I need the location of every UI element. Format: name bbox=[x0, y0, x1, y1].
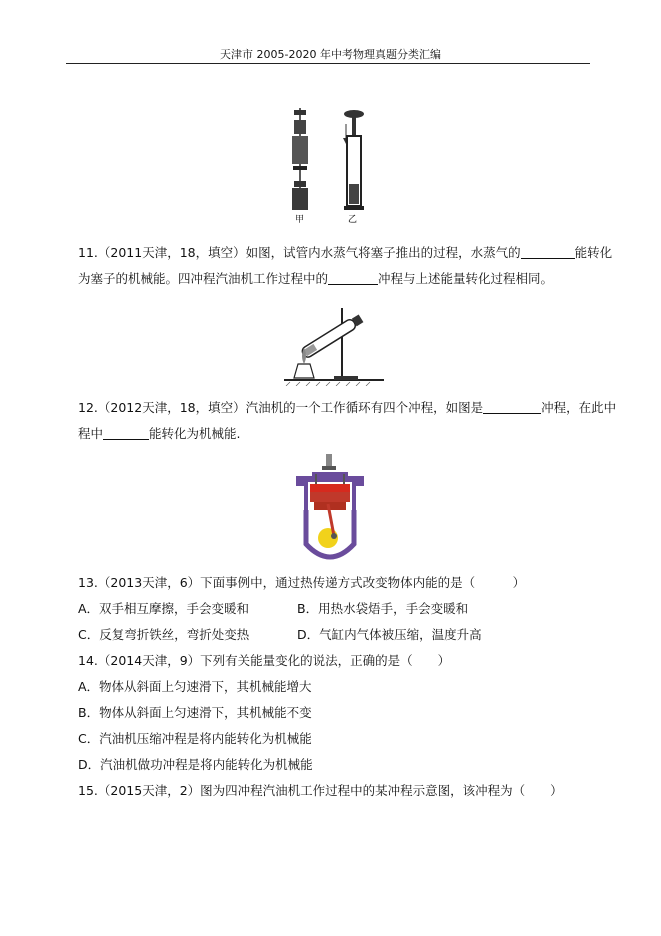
figure-engine-cylinder bbox=[292, 452, 368, 568]
q11-blank-1 bbox=[521, 246, 575, 259]
q13-option-a: A．双手相互摩擦，手会变暖和 bbox=[78, 601, 250, 616]
q13-option-c: C．反复弯折铁丝，弯折处变热 bbox=[78, 627, 250, 642]
q13-option-d: D．气缸内气体被压缩，温度升高 bbox=[297, 627, 482, 642]
q12-text-c: 程中 bbox=[78, 426, 104, 441]
figure-jia-apparatus bbox=[292, 108, 308, 210]
figure-label-jia: 甲 bbox=[295, 215, 305, 225]
q11-line-1 bbox=[78, 245, 612, 261]
q11-text-b: 能转化 bbox=[574, 245, 613, 260]
q12-text-a: 12.（2012天津，18，填空）汽油机的一个工作循环有四个冲程，如图是 bbox=[78, 400, 484, 415]
q11-text-d: 冲程与上述能量转化过程相同。 bbox=[378, 271, 554, 286]
q11-text-a: 11.（2011天津，18，填空）如图，试管内水蒸气将塞子推出的过程，水蒸气的 bbox=[78, 245, 521, 260]
q15-stem: 15.（2015天津，2）图为四冲程汽油机工作过程中的某冲程示意图，该冲程为（ ） bbox=[78, 783, 563, 798]
q11-blank-2 bbox=[328, 272, 378, 285]
q13-option-b: B．用热水袋焐手，手会变暖和 bbox=[297, 601, 469, 616]
q12-blank-1 bbox=[483, 401, 541, 414]
figure-label-yi: 乙 bbox=[348, 215, 358, 225]
q12-line-2 bbox=[78, 426, 241, 442]
q12-text-b: 冲程，在此中 bbox=[541, 400, 617, 415]
header-rule bbox=[66, 63, 590, 64]
q12-line-1 bbox=[78, 400, 616, 416]
q14-option-a: A．物体从斜面上匀速滑下，其机械能增大 bbox=[78, 679, 312, 694]
q14-option-c: C．汽油机压缩冲程是将内能转化为机械能 bbox=[78, 731, 312, 746]
q14-option-d: D．汽油机做功冲程是将内能转化为机械能 bbox=[78, 757, 313, 772]
figure-yi-apparatus bbox=[343, 110, 364, 210]
q11-text-c: 为塞子的机械能。四冲程汽油机工作过程中的 bbox=[78, 271, 329, 286]
q14-stem: 14.（2014天津，9）下列有关能量变化的说法，正确的是（ ） bbox=[78, 653, 451, 668]
q13-stem: 13.（2013天津，6）下面事例中，通过热传递方式改变物体内能的是（ ） bbox=[78, 575, 526, 590]
figure-jia-yi bbox=[282, 106, 382, 226]
figure-test-tube bbox=[284, 302, 384, 386]
page-header-title: 天津市 2005-2020 年中考物理真题分类汇编 bbox=[220, 48, 441, 61]
q11-line-2 bbox=[78, 271, 553, 287]
q12-blank-2 bbox=[103, 427, 149, 440]
q14-option-b: B．物体从斜面上匀速滑下，其机械能不变 bbox=[78, 705, 312, 720]
q12-text-d: 能转化为机械能. bbox=[149, 426, 241, 441]
